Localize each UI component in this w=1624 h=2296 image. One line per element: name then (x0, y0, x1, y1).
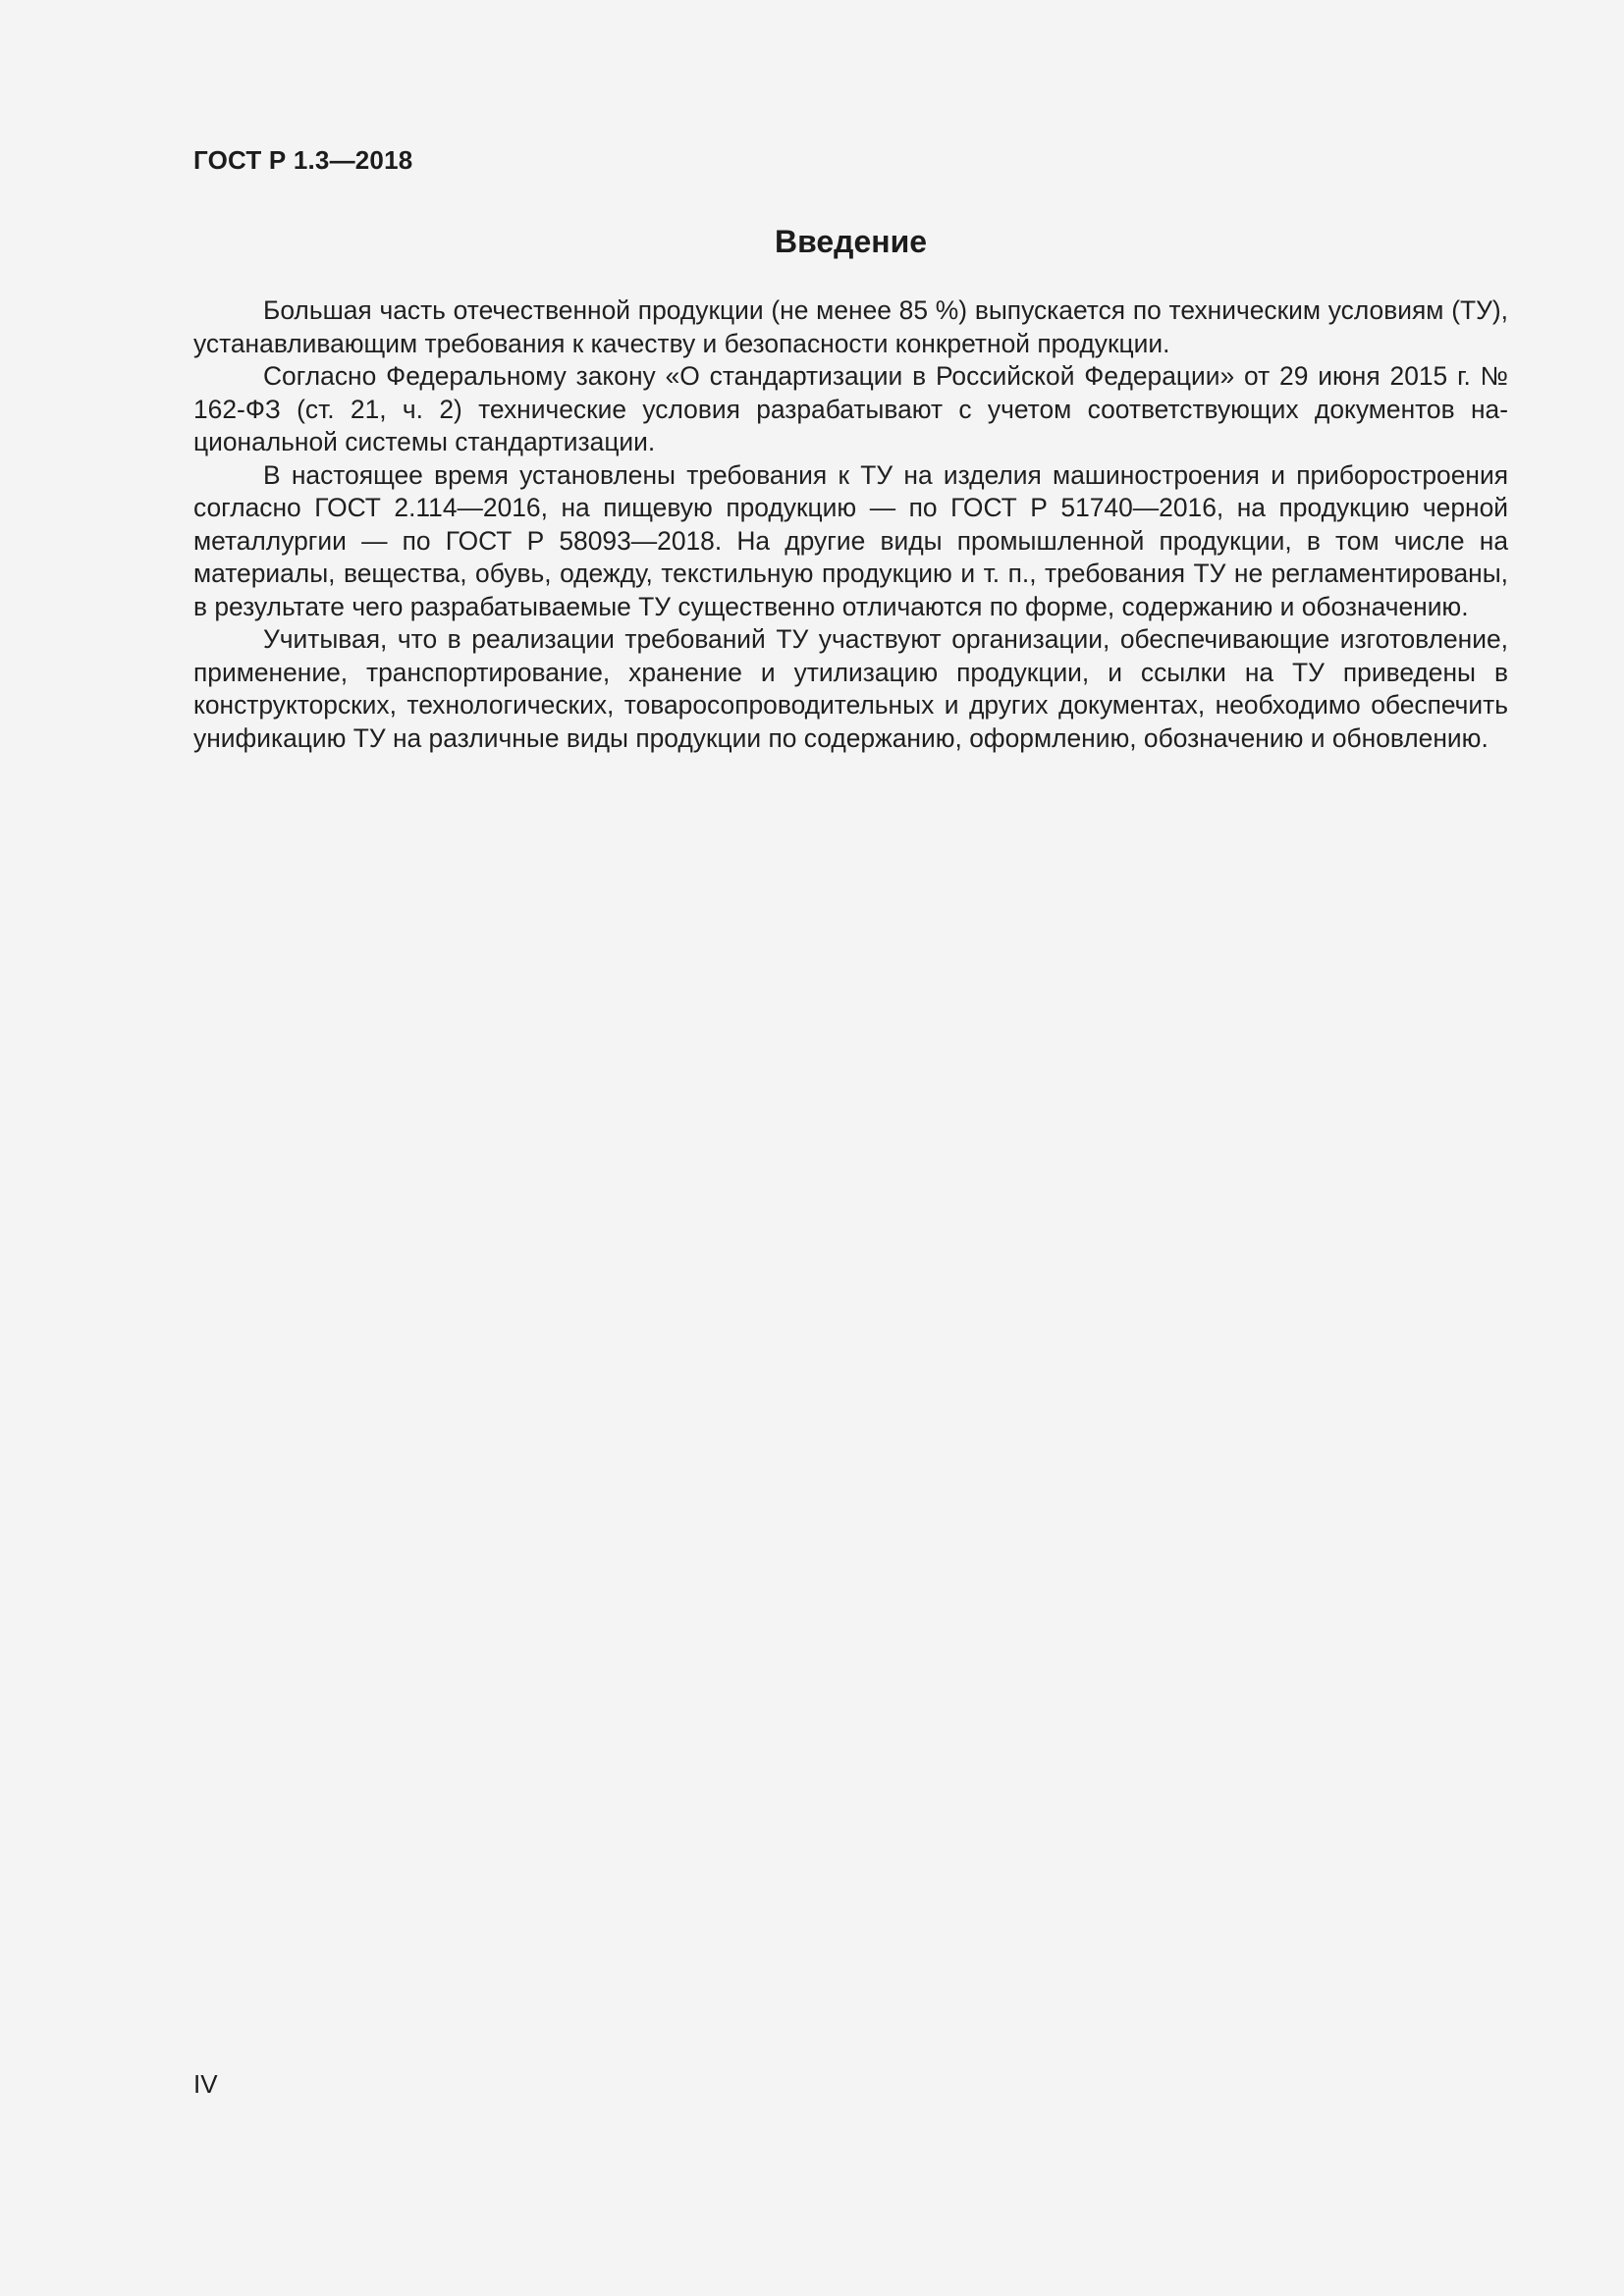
section-title: Введение (774, 224, 928, 259)
introduction-body (193, 294, 1508, 755)
paragraph-4: Учитывая, что в реализации требований ТУ участвуют организации, обеспечивающие изготовление, применение, транспортирование, хранение и утилизацию продукции, и ссылки на ТУ приведены в конструкторских, технологических, товаросопроводительных и других документах, необходимо обеспечить унификацию ТУ на различные виды продукции по содержанию, оформлению, обозначению и обновлению. (193, 624, 1508, 753)
document-code-header: ГОСТ Р 1.3—2018 (193, 145, 413, 175)
paragraph-1: Большая часть отечественной продукции (не менее 85 %) выпускается по техническим условиям (ТУ), устанавливающим требования к качеству и безопасности конкретной продукции. (193, 295, 1508, 358)
paragraph-2: Согласно Федеральному закону «О стандартизации в Российской Федерации» от 29 июня 2015 г. № 162-ФЗ (ст. 21, ч. 2) технические условия разрабатывают с учетом соответствующих документов национальной системы стандартизации. (193, 361, 1508, 456)
page-number: IV (193, 2069, 218, 2099)
paragraph-3: В настоящее время установлены требования к ТУ на изделия машиностроения и приборостроения согласно ГОСТ 2.114—2016, на пищевую продукцию — по ГОСТ Р 51740—2016, на продукцию черной металлургии — по ГОСТ Р 58093—2018. На другие виды промышленной продукции, в том числе на материалы, вещества, обувь, одежду, текстильную продукцию и т. п., требования ТУ не регламентированы, в результате чего разрабатываемые ТУ существенно отличаются по форме, содержанию и обозначению. (193, 459, 1508, 621)
